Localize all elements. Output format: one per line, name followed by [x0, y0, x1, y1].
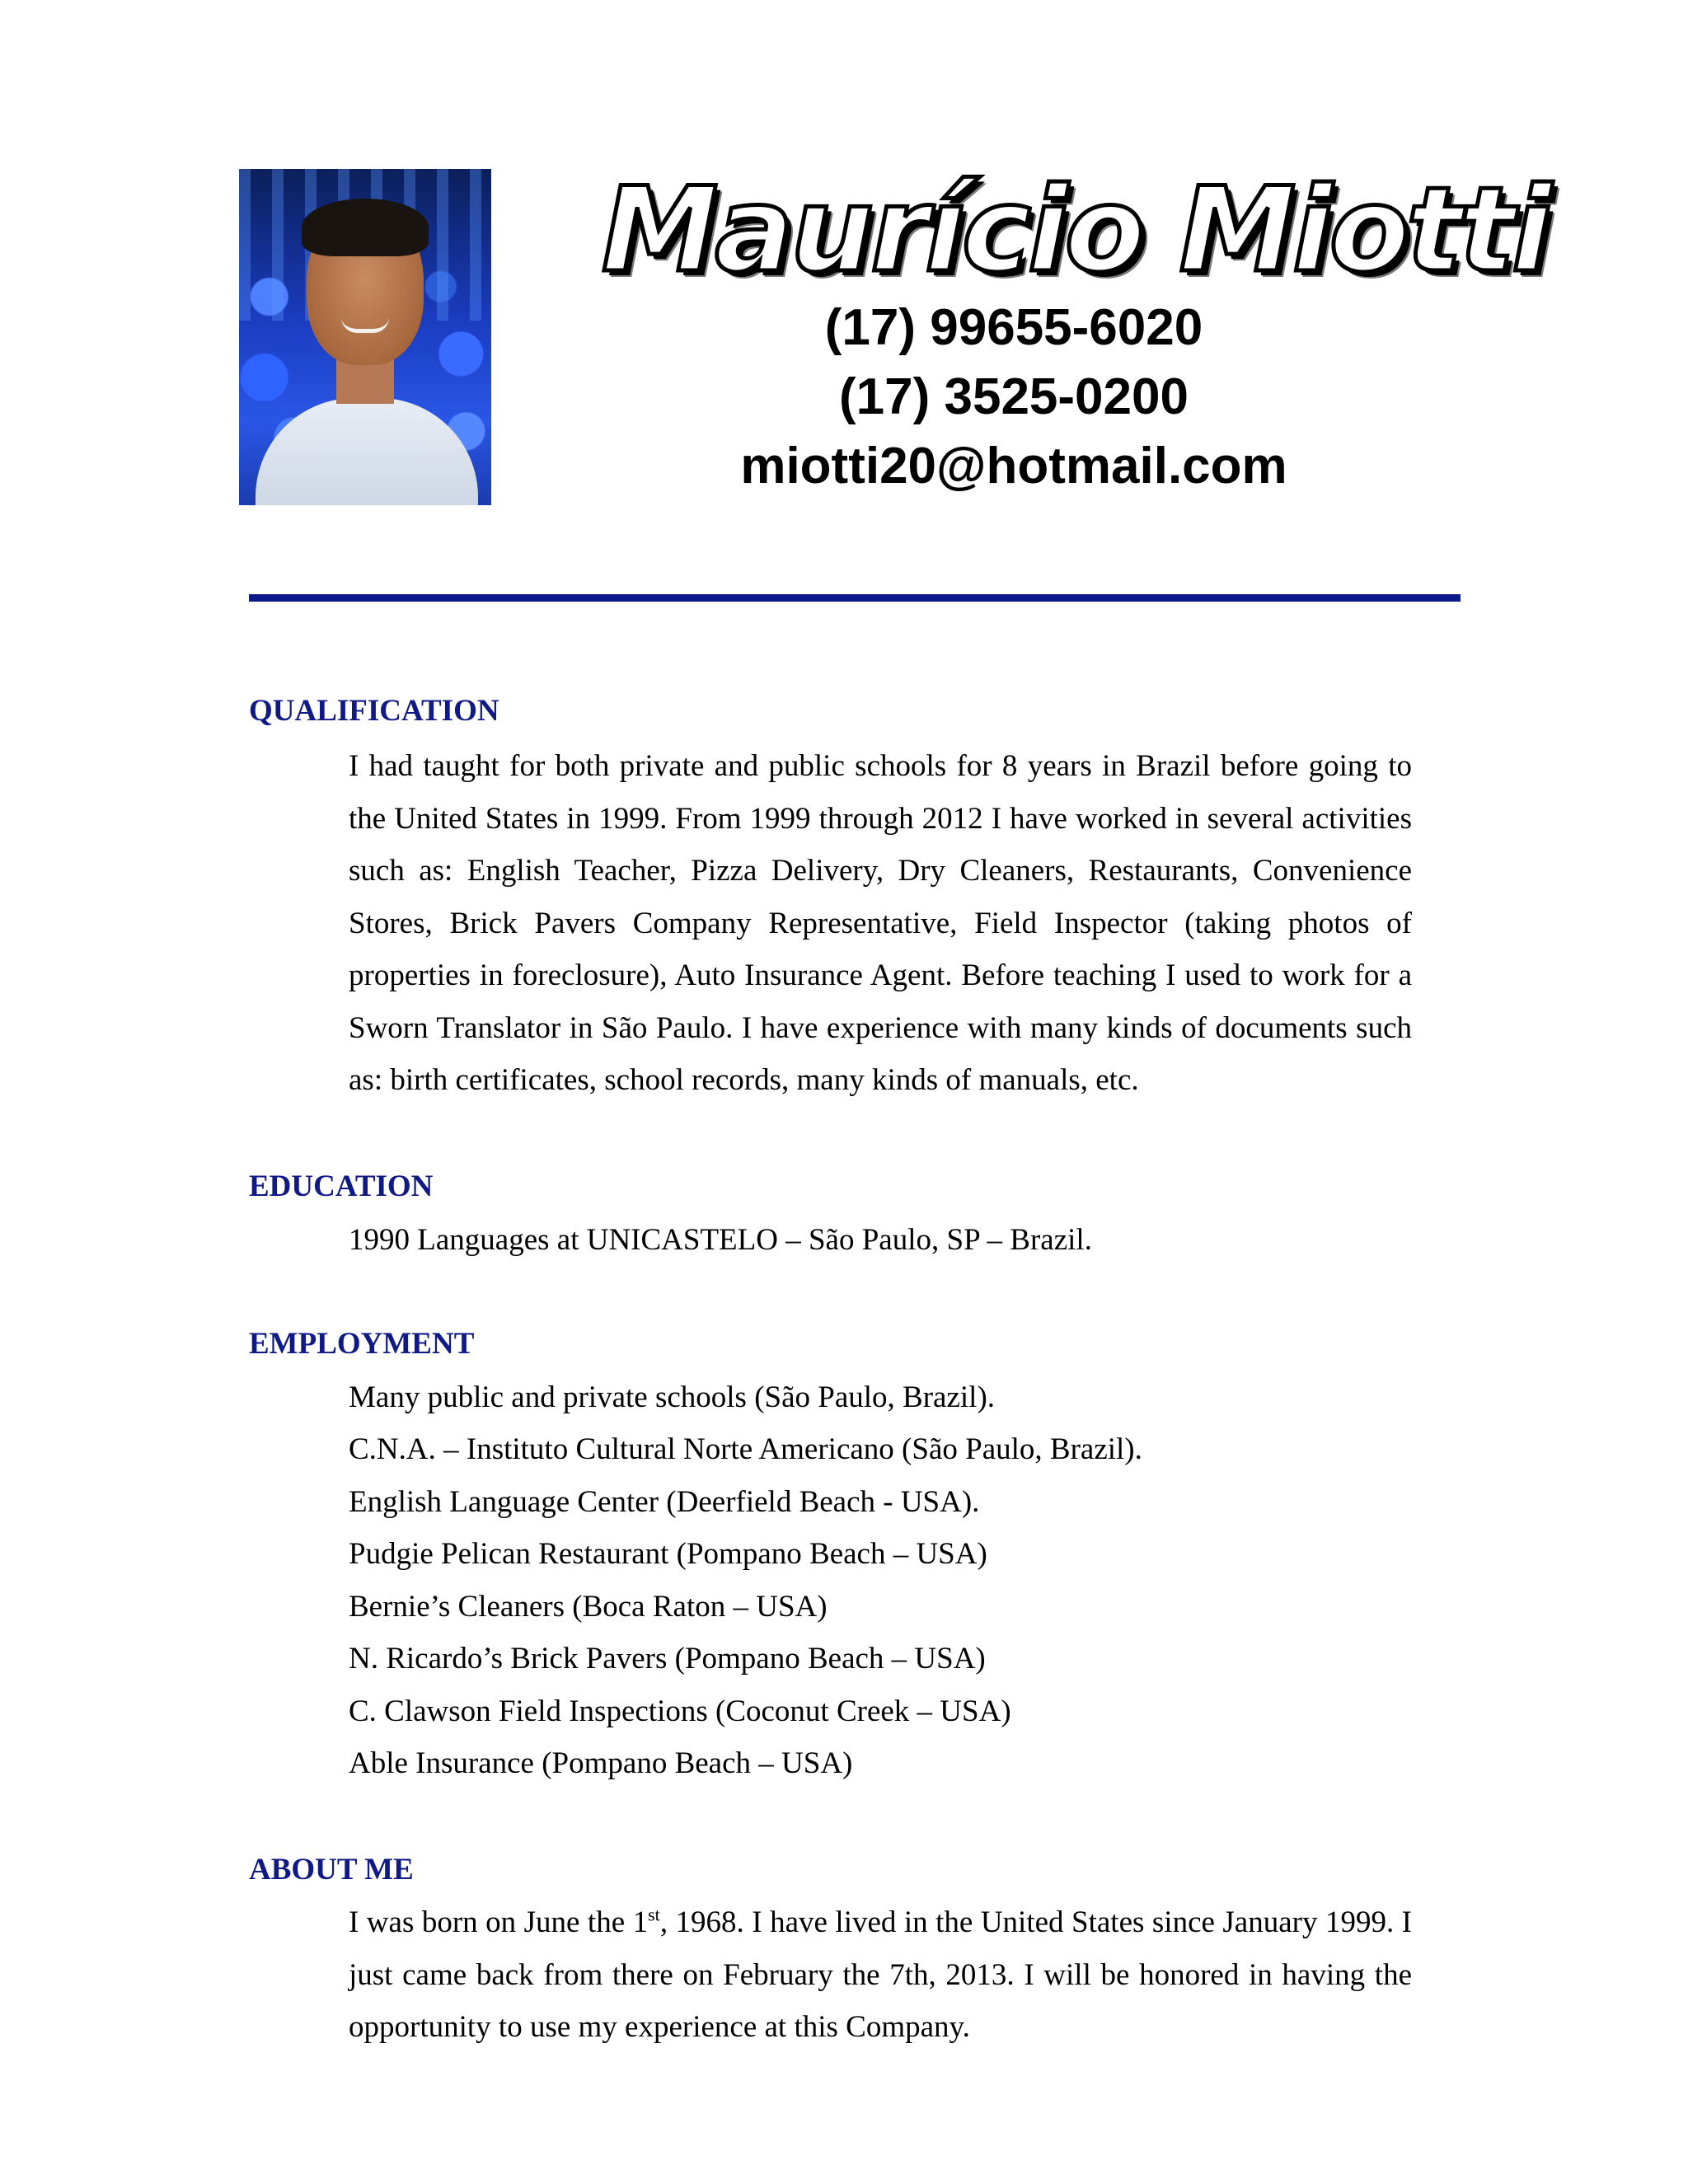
about-heading: ABOUT ME — [249, 1853, 414, 1886]
ordinal-suffix: st — [648, 1904, 660, 1925]
email-address[interactable]: miotti20@hotmail.com — [740, 438, 1287, 494]
photo-hair — [302, 199, 429, 256]
about-text — [349, 1896, 1412, 2054]
employment-item: C. Clawson Field Inspections (Coconut Creek – USA) — [349, 1694, 1011, 1728]
employment-item: Able Insurance (Pompano Beach – USA) — [349, 1746, 853, 1780]
photo-shirt — [256, 398, 478, 505]
profile-photo — [239, 169, 491, 505]
education-heading: EDUCATION — [249, 1169, 434, 1203]
about-text-rest: , 1968. I have lived in the United States since January 1999. I just came back from there on February the 7th, 2013. I will be honored in having the opportunity to use my experience at this Company. — [349, 1905, 1412, 2044]
employment-item: C.N.A. – Instituto Cultural Norte Americano (São Paulo, Brazil). — [349, 1432, 1142, 1466]
employment-item: Bernie’s Cleaners (Boca Raton – USA) — [349, 1590, 828, 1624]
qualification-text: I had taught for both private and public schools for 8 years in Brazil before going to the United States in 1999. From 1999 through 2012 I have worked in several activities such as: English Teacher, Pizza Delivery, Dry Cleaners, Restaurants, Convenience Stores, Brick Pavers Company Representative, Field Inspector (taking photos of properties in foreclosure), Auto Insurance Agent. Before teaching I used to work for a Sworn Translator in São Paulo. I have experience with many kinds of documents such as: birth certificates, school records, many kinds of manuals, etc. — [349, 749, 1412, 1097]
employment-item: Pudgie Pelican Restaurant (Pompano Beach – USA) — [349, 1537, 987, 1571]
education-item: 1990 Languages at UNICASTELO – São Paulo, SP – Brazil. — [349, 1223, 1092, 1257]
header-divider — [249, 594, 1461, 602]
about-text-start: I was born on June the 1 — [349, 1905, 649, 1939]
employment-item: N. Ricardo’s Brick Pavers (Pompano Beach – USA) — [349, 1642, 986, 1675]
phone-mobile: (17) 99655-6020 — [824, 299, 1203, 356]
phone-home: (17) 3525-0200 — [839, 368, 1189, 425]
employment-item: English Language Center (Deerfield Beach - USA). — [349, 1485, 980, 1519]
candidate-name: Maurício Miotti — [602, 162, 1549, 298]
employment-heading: EMPLOYMENT — [249, 1327, 475, 1361]
qualification-heading: QUALIFICATION — [249, 694, 499, 728]
employment-item: Many public and private schools (São Paulo, Brazil). — [349, 1380, 996, 1414]
